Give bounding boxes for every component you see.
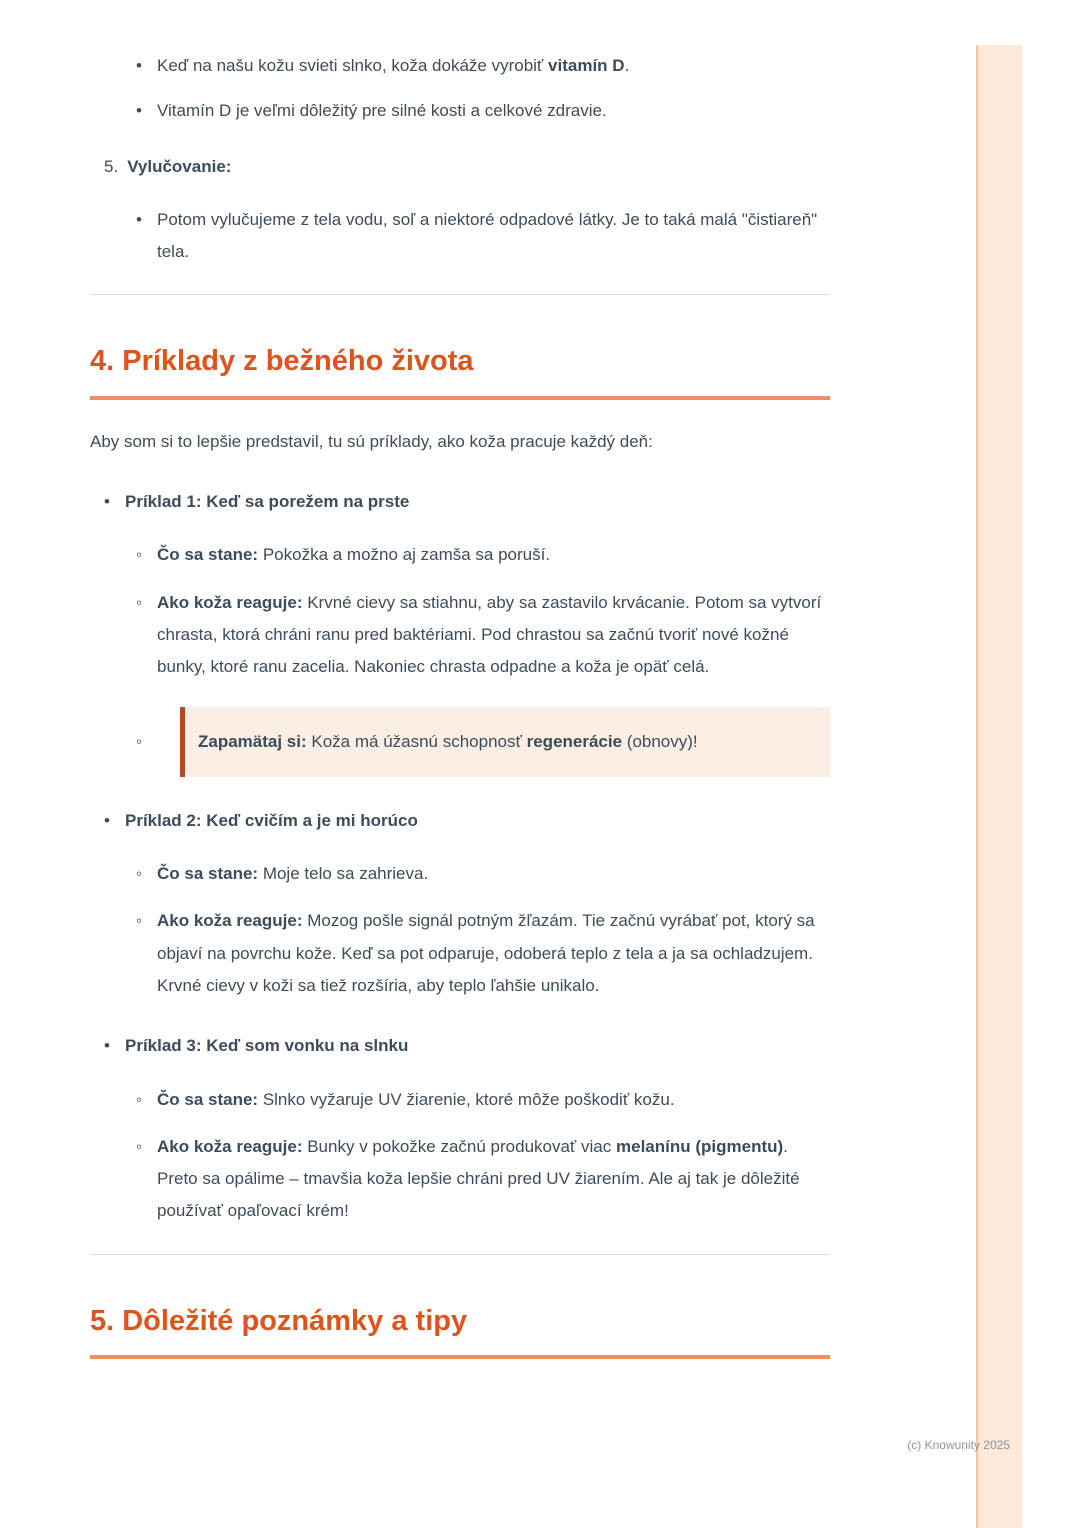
section-divider <box>90 294 830 295</box>
callout-text: Zapamätaj si: Koža má úžasnú schopnosť regenerácie (obnovy)! <box>198 731 698 751</box>
example-point-text: Ako koža reaguje: Mozog pošle signál potným žľazám. Tie začnú vyrábať pot, ktorý sa objaví na povrchu kože. Keď sa pot odparuje, odoberá teplo z tela a ja sa ochladzujem. Krvné cievy v koži sa tiež rozšíria, aby teplo ľahšie unikalo. <box>157 911 815 995</box>
bullet-dot-icon: • <box>136 101 142 121</box>
list-item <box>136 50 830 82</box>
bullet-circle-icon: ◦ <box>136 1136 143 1156</box>
example-point-text: Ako koža reaguje: Bunky v pokožke začnú produkovať viac melanínu (pigmentu). Preto sa opálime – tmavšia koža lepšie chráni pred UV žiarením. Ale aj tak je dôležité používať opaľovací krém! <box>157 1136 800 1221</box>
bullet-circle-icon: ◦ <box>136 1089 143 1109</box>
section-divider <box>90 1254 830 1255</box>
bullet-circle-icon: ◦ <box>136 911 143 931</box>
example-1-title <box>104 486 830 518</box>
item-title: Vylučovanie: <box>127 156 232 176</box>
bullet-circle-icon: ◦ <box>136 592 143 612</box>
section-5-title: 5. Dôležité poznámky a tipy <box>90 1304 468 1337</box>
example-point <box>136 905 830 1002</box>
section-title-underline <box>90 1355 830 1359</box>
list-item-text: Potom vylučujeme z tela vodu, soľ a niektoré odpadové látky. Je to taká malá "čistiareň" tela. <box>157 209 818 262</box>
example-point <box>136 1131 830 1228</box>
callout-box <box>180 707 830 777</box>
example-title-text: Príklad 3: Keď som vonku na slnku <box>125 1036 409 1056</box>
section-4-title: 4. Príklady z bežného života <box>90 345 474 378</box>
example-title-text: Príklad 2: Keď cvičím a je mi horúco <box>125 810 418 830</box>
bullet-dot-icon: • <box>136 209 142 229</box>
example-point-text: Čo sa stane: Pokožka a možno aj zamša sa poruší. <box>157 545 551 565</box>
example-2-title <box>104 805 830 837</box>
page-content <box>90 40 830 1359</box>
list-item <box>136 204 830 269</box>
bullet-dot-icon: • <box>104 1036 110 1056</box>
bullet-dot-icon: • <box>104 492 110 512</box>
example-point-text: Čo sa stane: Slnko vyžaruje UV žiarenie, ktoré môže poškodiť kožu. <box>157 1089 675 1109</box>
example-3-title <box>104 1030 830 1062</box>
page-footer-copyright: (c) Knowunity 2025 <box>907 1438 1010 1452</box>
bullet-circle-icon: ◦ <box>136 731 143 751</box>
example-point <box>136 1084 830 1116</box>
list-item-text: Keď na našu kožu svieti slnko, koža dokáže vyrobiť vitamín D. <box>157 56 630 75</box>
example-point <box>136 587 830 684</box>
example-title-text: Príklad 1: Keď sa porežem na prste <box>125 492 410 512</box>
example-point <box>136 858 830 890</box>
section-title-underline <box>90 396 830 400</box>
bullet-circle-icon: ◦ <box>136 545 143 565</box>
decorative-side-stripe <box>976 45 1022 1528</box>
example-point-text: Ako koža reaguje: Krvné cievy sa stiahnu, aby sa zastavilo krvácanie. Potom sa vytvorí chrasta, ktorá chráni ranu pred baktériami. Pod chrastou sa začnú tvoriť nové kožné bunky, ktoré ranu zacelia. Nakoniec chrasta odpadne a koža je opäť celá. <box>157 592 822 677</box>
intro-bullet-list <box>136 50 830 128</box>
example-point-callout <box>136 707 830 777</box>
list-item-text: Vitamín D je veľmi dôležitý pre silné kosti a celkové zdravie. <box>157 101 607 121</box>
bullet-dot-icon: • <box>104 810 110 830</box>
example-point-text: Čo sa stane: Moje telo sa zahrieva. <box>157 864 429 884</box>
numbered-item-excretion <box>104 151 830 183</box>
item-number: 5. <box>104 156 119 176</box>
list-item <box>136 95 830 127</box>
section-4-intro: Aby som si to lepšie predstavil, tu sú príklady, ako koža pracuje každý deň: <box>90 431 653 451</box>
example-point <box>136 539 830 571</box>
bullet-dot-icon: • <box>136 56 142 75</box>
bullet-circle-icon: ◦ <box>136 864 143 884</box>
